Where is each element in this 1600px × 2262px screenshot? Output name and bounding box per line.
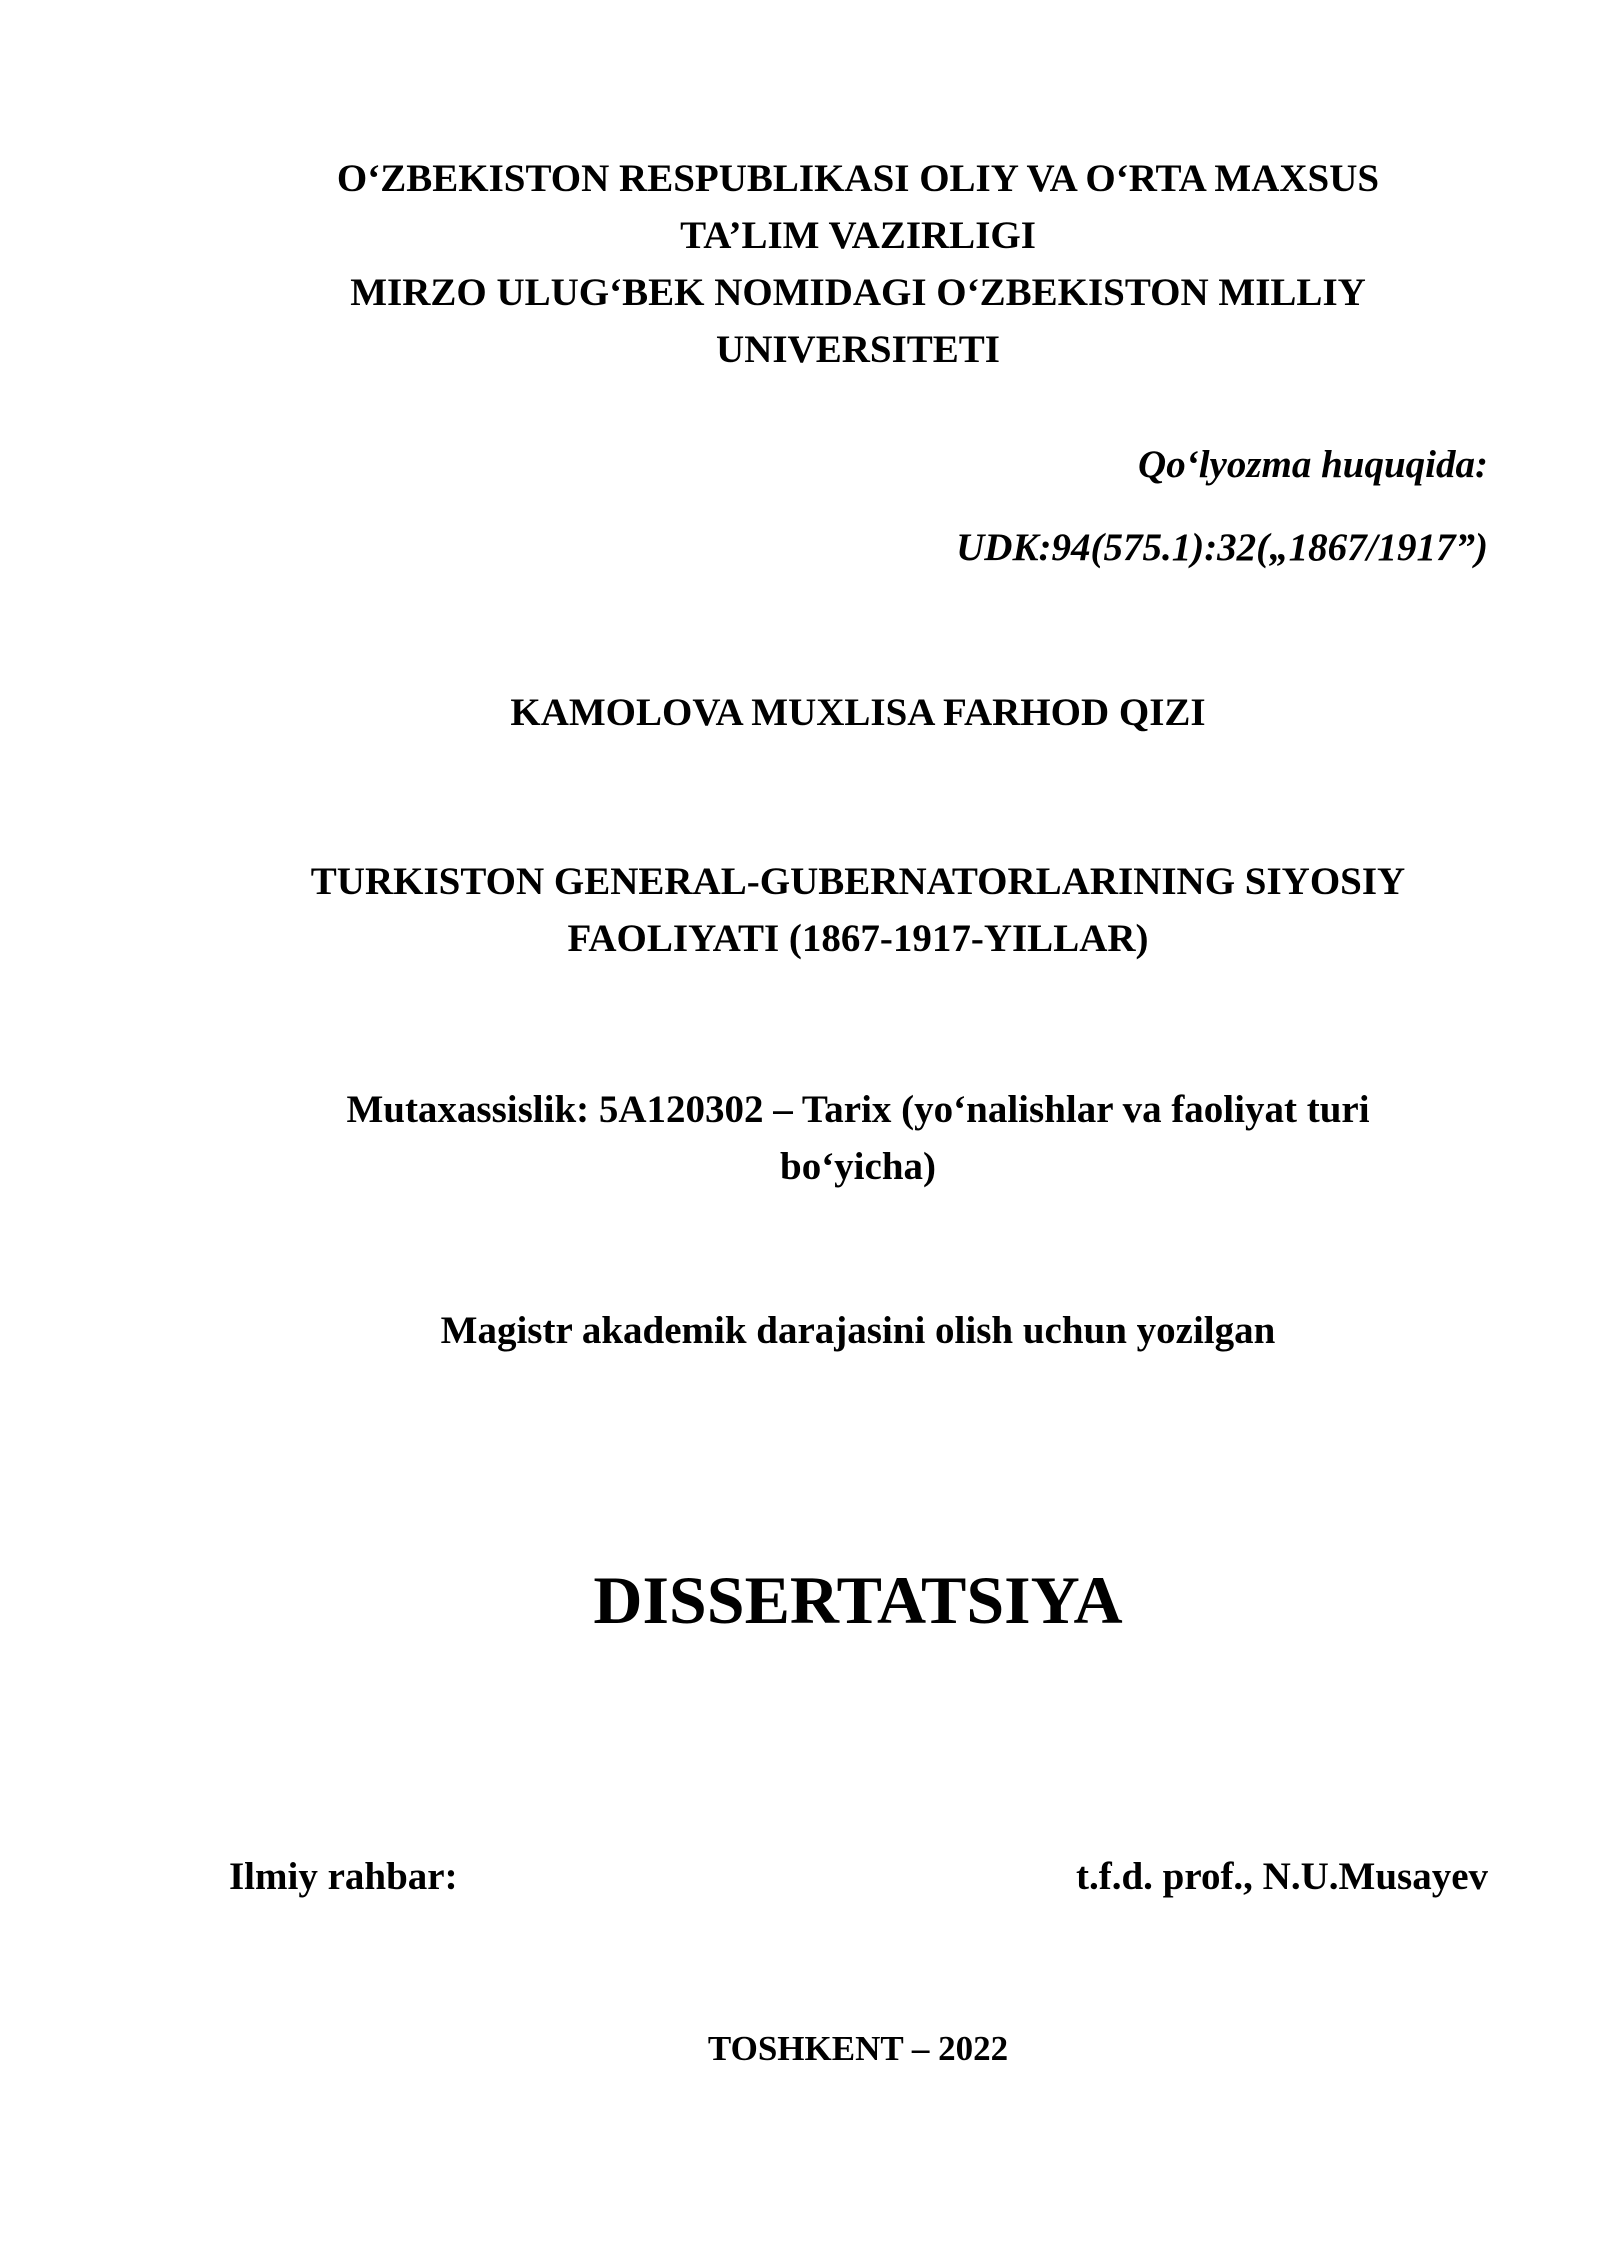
- udk-code: UDK:94(575.1):32(„1867/1917”): [956, 526, 1488, 569]
- city-year: TOSHKENT – 2022: [707, 2029, 1009, 2068]
- author-name: KAMOLOVA MUXLISA FARHOD QIZI: [510, 691, 1206, 734]
- specialty: [0, 1081, 1600, 1195]
- specialty-line: bo‘yicha): [780, 1145, 936, 1188]
- ministry-line: O‘ZBEKISTON RESPUBLIKASI OLIY VA O‘RTA MAXSUS: [336, 157, 1380, 200]
- title-line: TURKISTON GENERAL-GUBERNATORLARINING SIYOSIY: [310, 860, 1406, 903]
- dissertation-title: [0, 853, 1600, 967]
- degree-purpose: Magistr akademik darajasini olish uchun yozilgan: [440, 1309, 1276, 1352]
- manuscript-rights: Qo‘lyozma huquqida:: [1138, 443, 1488, 486]
- supervisor-name: t.f.d. prof., N.U.Musayev: [1075, 1855, 1488, 1898]
- document-type: DISSERTATSIYA: [593, 1562, 1123, 1638]
- ministry-heading: [0, 150, 1600, 378]
- ministry-line: TA’LIM VAZIRLIGI: [680, 214, 1036, 257]
- supervisor-label: Ilmiy rahbar:: [229, 1855, 458, 1898]
- specialty-line: Mutaxassislik: 5A120302 – Tarix (yo‘nalishlar va faoliyat turi: [346, 1088, 1370, 1131]
- university-line: UNIVERSITETI: [716, 328, 1000, 371]
- university-line: MIRZO ULUG‘BEK NOMIDAGI O‘ZBEKISTON MILLIY: [350, 271, 1366, 314]
- title-line: FAOLIYATI (1867-1917-YILLAR): [567, 917, 1149, 960]
